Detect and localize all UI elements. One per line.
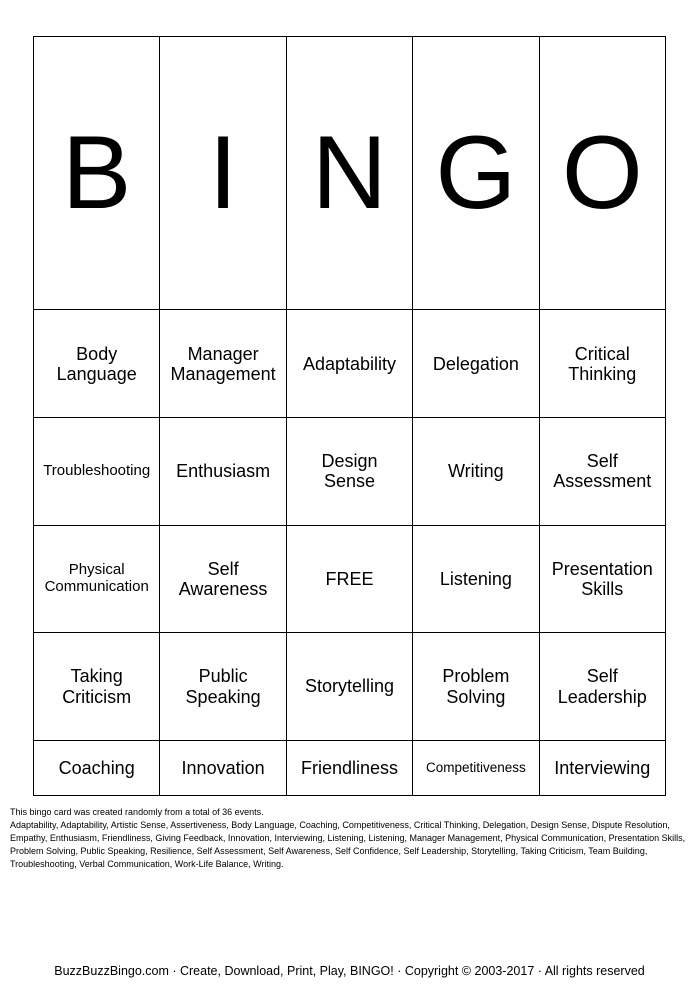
bingo-cell-text: Taking Criticism <box>62 666 132 707</box>
bingo-cell <box>413 310 539 418</box>
header-row <box>34 37 666 310</box>
bingo-cell-text: Self Awareness <box>178 558 268 599</box>
bingo-cell-text: Friendliness <box>300 757 398 778</box>
free-space-cell <box>286 525 412 633</box>
letter-o: O <box>539 37 665 310</box>
bingo-cell-text: Storytelling <box>304 676 394 697</box>
bingo-cell <box>160 525 286 633</box>
bingo-cell-text: Competitiveness <box>425 760 526 776</box>
bingo-cell <box>539 525 665 633</box>
card-row <box>34 310 666 418</box>
bingo-cell-text: Adaptability <box>302 353 396 374</box>
bingo-cell <box>286 418 412 526</box>
card-row <box>34 633 666 741</box>
free-space-text: FREE <box>325 568 374 589</box>
bingo-cell-text: Innovation <box>181 757 265 778</box>
bingo-cell <box>286 740 412 795</box>
bingo-cell <box>286 633 412 741</box>
bingo-cell-text: Coaching <box>58 757 135 778</box>
bingo-cell-text: Critical Thinking <box>568 343 637 384</box>
bingo-cell-text: Interviewing <box>554 757 651 778</box>
bingo-cell <box>34 418 160 526</box>
bingo-cell <box>413 418 539 526</box>
bingo-cell <box>160 418 286 526</box>
notes-summary: This bingo card was created randomly from a total of 36 events. <box>10 807 264 817</box>
event-notes <box>10 806 690 871</box>
bingo-cell <box>160 740 286 795</box>
letter-g: G <box>413 37 539 310</box>
bingo-cell <box>539 633 665 741</box>
bingo-cell-text: Enthusiasm <box>176 461 271 482</box>
letter-n: N <box>286 37 412 310</box>
bingo-cell <box>539 310 665 418</box>
bingo-cell <box>160 310 286 418</box>
bingo-cell-text: Physical Communication <box>44 561 149 595</box>
bingo-card <box>33 36 666 796</box>
letter-i: I <box>160 37 286 310</box>
bingo-cell <box>413 525 539 633</box>
bingo-cell-text: Manager Management <box>170 343 276 384</box>
bingo-cell <box>286 310 412 418</box>
bingo-cell-text: Self Assessment <box>553 451 652 492</box>
bingo-cell <box>539 418 665 526</box>
bingo-cell <box>539 740 665 795</box>
card-row <box>34 525 666 633</box>
bingo-cell <box>34 740 160 795</box>
notes-event-list: Adaptability, Adaptability, Artistic Sense, Assertiveness, Body Language, Coaching, Competitiveness, Critical Thinking, Delegation, Design Sense, Dispute Resolution, Empathy, Enthusiasm, Friendliness, Giving Feedback, Innovation, Interviewing, Listening, Listening, Manager Management, Physical Communication, Presentation Skills, Problem Solving, Public Speaking, Resilience, Self Assessment, Self Awareness, Self Confidence, Self Leadership, Storytelling, Taking Criticism, Team Building, Troubleshooting, Verbal Communication, Work-Life Balance, Writing. <box>10 820 686 869</box>
card-row <box>34 418 666 526</box>
bingo-cell-text: Listening <box>439 568 512 589</box>
bingo-cell-text: Writing <box>448 461 504 482</box>
bingo-cell <box>34 310 160 418</box>
bingo-cell-text: Troubleshooting <box>43 461 151 479</box>
bingo-cell-text: Problem Solving <box>442 666 510 707</box>
bingo-cell-text: Presentation Skills <box>551 558 653 599</box>
bingo-cell-text: Design Sense <box>321 451 378 492</box>
bingo-cell <box>413 740 539 795</box>
bingo-cell-text: Self Leadership <box>557 666 647 707</box>
bingo-cell-text: Body Language <box>56 343 137 384</box>
bingo-cell <box>34 633 160 741</box>
bingo-cell <box>160 633 286 741</box>
bingo-cell-text: Delegation <box>432 353 519 374</box>
letter-b: B <box>34 37 160 310</box>
bingo-cell <box>413 633 539 741</box>
footer-copyright: BuzzBuzzBingo.com · Create, Download, Print, Play, BINGO! · Copyright © 2003-2017 · All rights reserved <box>54 964 645 978</box>
bingo-cell <box>34 525 160 633</box>
card-row <box>34 740 666 795</box>
bingo-cell-text: Public Speaking <box>185 666 261 707</box>
